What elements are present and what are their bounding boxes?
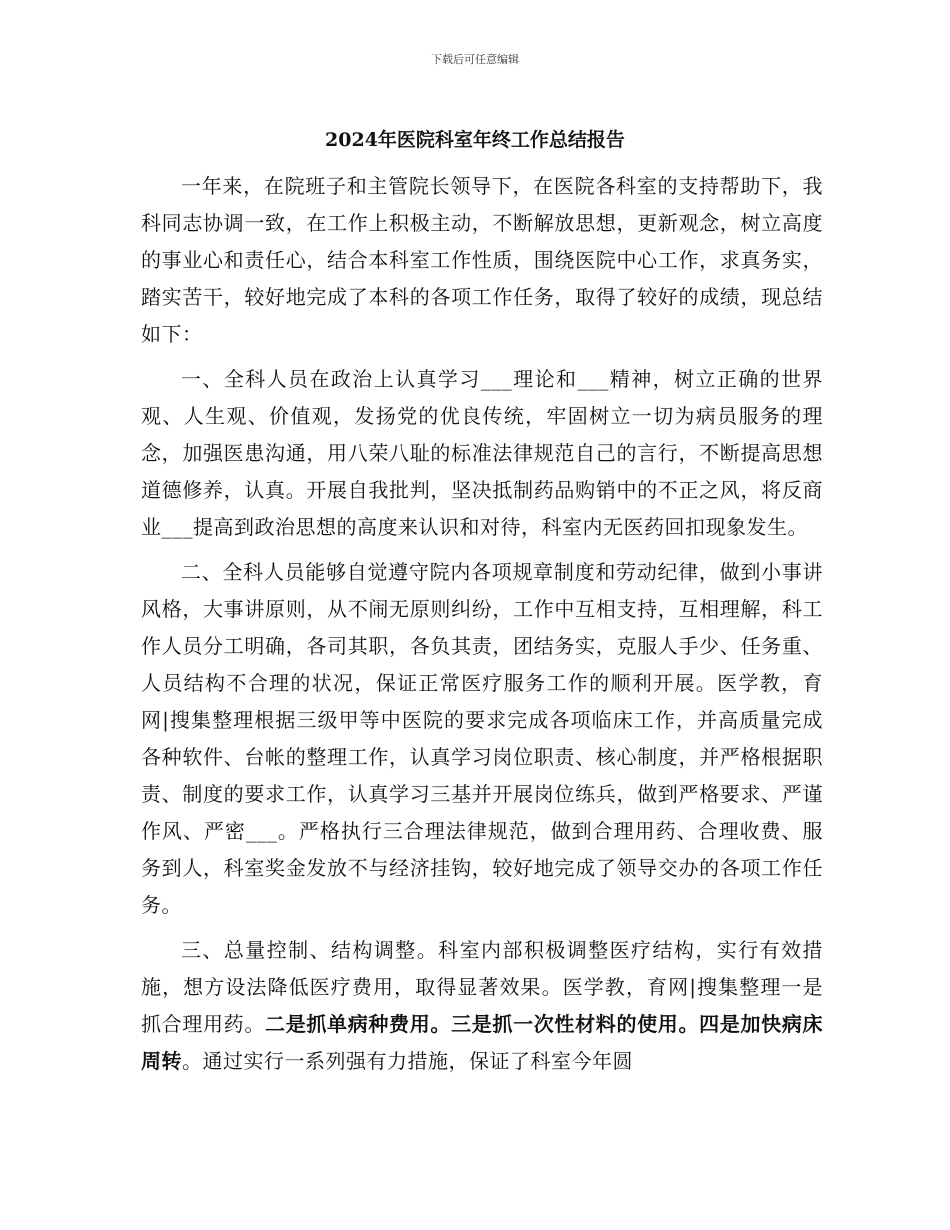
paragraph-section-1: 一、全科人员在政治上认真学习___理论和___精神，树立正确的世界观、人生观、价值观，发扬党的优良传统，牢固树立一切为病员服务的理念，加强医患沟通，用八荣八耻的标准法律规范自己的言行，不断提高思想道德修养，认真。开展自我批判，坚决抵制药品购销中的不正之风，将反商业___提高到政治思想的高度来认识和对待，科室内无医药回扣现象发生。: [141, 367, 823, 539]
document-body: [141, 168, 823, 1088]
download-note: 下载后可任意编辑: [431, 53, 519, 66]
paragraph-section-3: [141, 932, 823, 1080]
paragraph-section-3-plain: 三、总量控制、结构调整。科室内部积极调整医疗结构，实行有效措施，想方设法降低医疗费用，取得显著效果。医学教，育网|搜集整理一是抓合理用药。: [141, 938, 823, 1036]
paragraph-intro: 一年来，在院班子和主管院长领导下，在医院各科室的支持帮助下，我科同志协调一致，在工作上积极主动，不断解放思想，更新观念，树立高度的事业心和责任心，结合本科室工作性质，围绕医院中心工作，求真务实，踏实苦干，较好地完成了本科的各项工作任务，取得了较好的成绩，现总结如下：: [141, 174, 823, 346]
document-title: 2024年医院科室年终工作总结报告: [325, 129, 625, 151]
paragraph-section-2: 二、全科人员能够自觉遵守院内各项规章制度和劳动纪律，做到小事讲风格，大事讲原则，从不闹无原则纠纷，工作中互相支持，互相理解，科工作人员分工明确，各司其职，各负其责，团结务实，克服人手少、任务重、人员结构不合理的状况，保证正常医疗服务工作的顺利开展。医学教，育网|搜集整理根据三级甲等中医院的要求完成各项临床工作，并高质量完成各种软件、台帐的整理工作，认真学习岗位职责、核心制度，并严格根据职责、制度的要求工作，认真学习三基并开展岗位练兵，做到严格要求、严谨作风、严密___。严格执行三合理法律规范，做到合理用药、合理收费、服务到人，科室奖金发放不与经济挂钩，较好地完成了领导交办的各项工作任务。: [141, 560, 823, 917]
paragraph-section-3-bold: 二是抓单病种费用。三是抓一次性材料的使用。四是加快病床周转: [141, 1012, 823, 1073]
paragraph-section-3-tail: 。通过实行一系列强有力措施，保证了科室今年圆: [182, 1049, 633, 1073]
